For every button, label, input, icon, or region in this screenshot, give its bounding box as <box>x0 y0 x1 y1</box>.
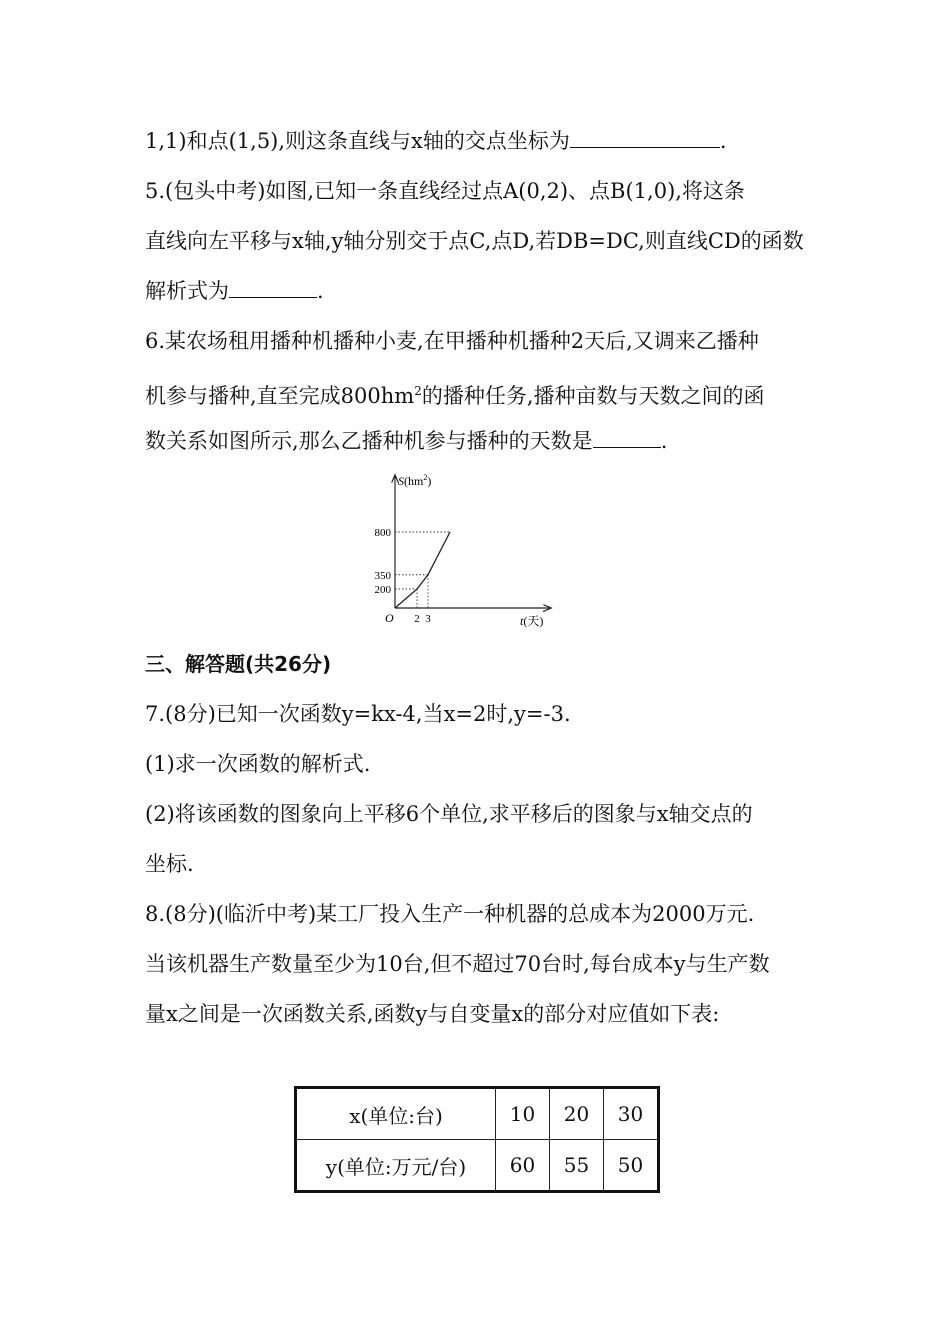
table-row <box>296 1088 659 1140</box>
table-cell: 20 <box>550 1088 604 1140</box>
x-axis-label: t(天) <box>520 614 544 628</box>
q8-line2: 当该机器生产数量至少为10台,但不超过70台时,每台成本y与生产数 <box>145 952 770 976</box>
q5-text: 解析式为 <box>145 279 229 303</box>
q4-text: 1,1)和点(1,5),则这条直线与x轴的交点坐标为 <box>145 129 570 153</box>
q8-line3: 量x之间是一次函数关系,函数y与自变量x的部分对应值如下表: <box>145 1002 720 1026</box>
table-cell: 60 <box>496 1140 550 1192</box>
y-tick-label: 200 <box>374 584 391 596</box>
q6-line2 <box>145 377 765 410</box>
q6-text: 数关系如图所示,那么乙播种机参与播种的天数是 <box>145 429 593 453</box>
q4-answer-blank[interactable] <box>570 127 720 148</box>
table-header-cell: y(单位:万元/台) <box>296 1140 496 1192</box>
table-row <box>296 1140 659 1192</box>
table-cell: 50 <box>604 1140 659 1192</box>
q5-answer-blank[interactable] <box>229 277 317 298</box>
q6-line2-sup: 2 <box>414 384 422 398</box>
value-table <box>294 1086 660 1193</box>
sowing-chart <box>360 468 570 633</box>
q7-line1: 7.(8分)已知一次函数y=kx-4,当x=2时,y=-3. <box>145 702 571 726</box>
table-header-cell: x(单位:台) <box>296 1088 496 1140</box>
y-axis-label: $S(hm^2)$ <box>398 473 432 488</box>
q6-line3 <box>145 427 667 455</box>
q5-line1: 5.(包头中考)如图,已知一条直线经过点A(0,2)、点B(1,0),将这条 <box>145 179 745 203</box>
table-cell: 55 <box>550 1140 604 1192</box>
y-tick-labels <box>375 527 392 596</box>
q6-end: . <box>660 429 668 453</box>
q5-end: . <box>317 279 324 303</box>
q4-end: . <box>719 129 727 153</box>
q6-line2-b: 的播种任务,播种亩数与天数之间的函 <box>421 384 765 408</box>
q7-line4: 坐标. <box>145 852 194 876</box>
q6-line1: 6.某农场租用播种机播种小麦,在甲播种机播种2天后,又调来乙播种 <box>145 329 759 353</box>
q7-line3: (2)将该函数的图象向上平移6个单位,求平移后的图象与x轴交点的 <box>145 802 753 826</box>
q7-line2: (1)求一次函数的解析式. <box>145 752 371 776</box>
q8-line1: 8.(8分)(临沂中考)某工厂投入生产一种机器的总成本为2000万元. <box>145 902 755 926</box>
q6-answer-blank[interactable] <box>593 427 661 448</box>
guide-lines <box>395 532 450 608</box>
q4-line <box>145 127 727 155</box>
q5-line3 <box>145 277 324 305</box>
y-tick-label: 350 <box>374 569 391 582</box>
q6-line2-a: 机参与播种,直至完成800hm <box>145 384 415 408</box>
q5-line2: 直线向左平移与x轴,y轴分别交于点C,点D,若DB=DC,则直线CD的函数 <box>145 229 804 253</box>
x-tick-labels <box>414 613 431 625</box>
table-cell: 10 <box>496 1088 550 1140</box>
x-tick-label: 2 <box>414 613 420 625</box>
y-tick-label: 800 <box>374 527 391 539</box>
section3-title: 三、解答题(共26分) <box>145 652 332 676</box>
series-line <box>395 532 450 608</box>
origin-label: O <box>385 611 394 625</box>
x-tick-label: 3 <box>425 613 431 625</box>
table-cell: 30 <box>604 1088 659 1140</box>
